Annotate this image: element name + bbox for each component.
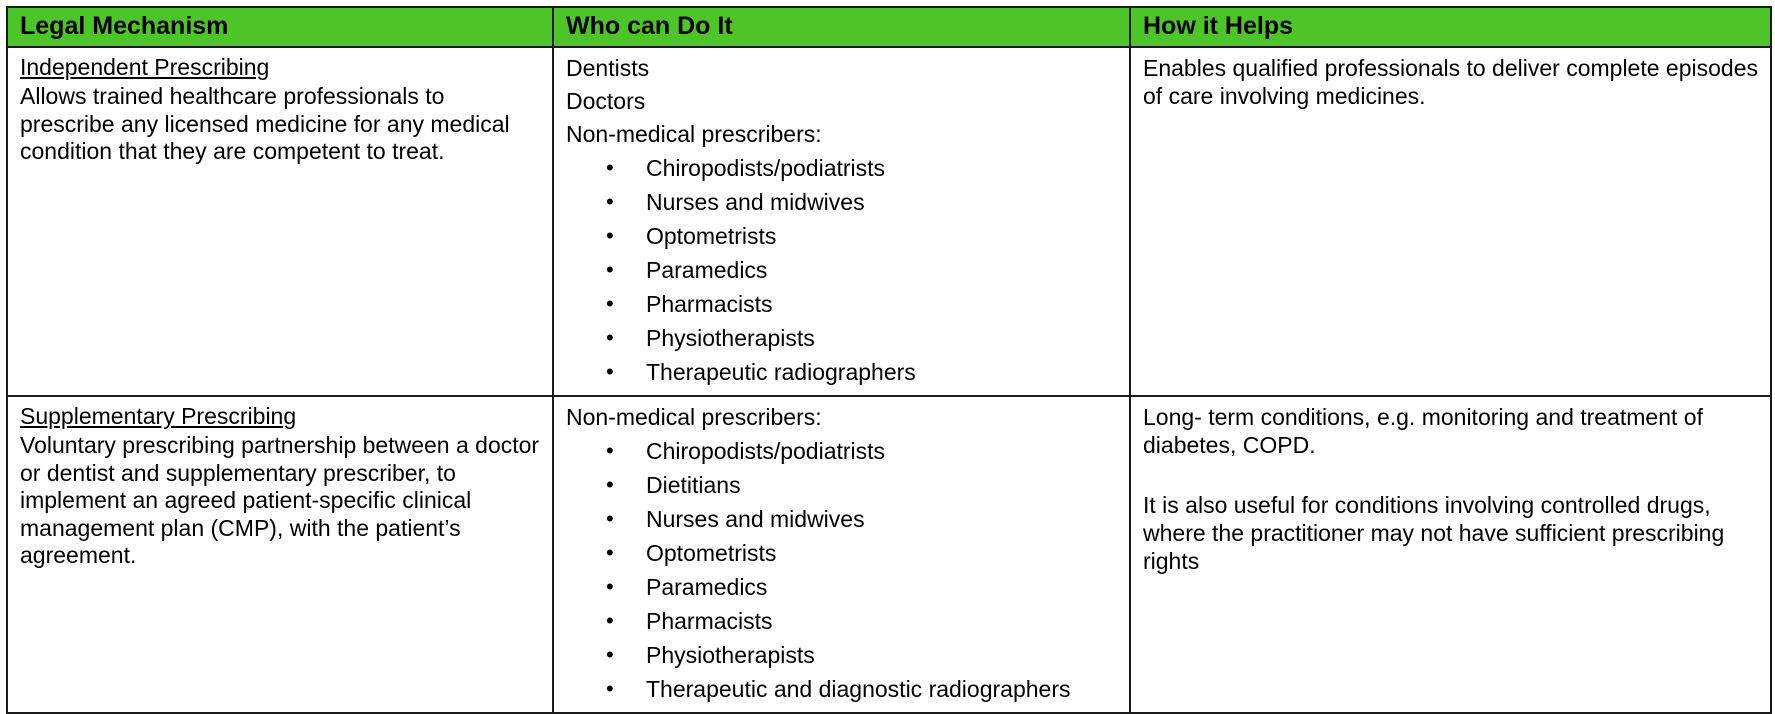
help-text: Long- term conditions, e.g. monitoring and treatment of diabetes, COPD. (1143, 404, 1703, 458)
list-item (566, 672, 1117, 706)
bullet-icon: • (606, 676, 614, 701)
list-item-label: Physiotherapists (646, 325, 815, 351)
list-item-label: Nurses and midwives (646, 189, 865, 215)
list-item-label: Chiropodists/podiatrists (646, 438, 886, 464)
list-item (566, 604, 1117, 638)
list-item (566, 185, 1117, 219)
list-item-label: Paramedics (646, 574, 768, 600)
list-item-label: Pharmacists (646, 608, 773, 634)
bullet-icon: • (606, 642, 614, 667)
list-item (566, 570, 1117, 604)
who-line: Dentists (566, 55, 650, 81)
mechanism-description: Voluntary prescribing partnership between a doctor or dentist and supplementary prescriber, to implement an agreed patient-specific clinical management plan (CMP), with the patient’s agreement. (20, 432, 540, 568)
who-cell (553, 47, 1130, 396)
mechanism-cell (7, 396, 553, 713)
bullet-icon: • (606, 540, 614, 565)
table-header-row (7, 7, 1771, 47)
list-item-label: Physiotherapists (646, 642, 815, 668)
help-text: It is also useful for conditions involving controlled drugs, where the practitioner may not have sufficient prescribing rights (1143, 492, 1725, 574)
list-item (566, 219, 1117, 253)
list-item (566, 536, 1117, 570)
table-row (7, 47, 1771, 396)
prescribing-table (6, 6, 1772, 714)
bullet-icon: • (606, 257, 614, 282)
list-item-label: Therapeutic and diagnostic radiographers (646, 676, 1071, 702)
bullet-icon: • (606, 574, 614, 599)
list-item (566, 151, 1117, 185)
bullet-icon: • (606, 506, 614, 531)
who-line: Non-medical prescribers: (566, 121, 822, 147)
list-item (566, 287, 1117, 321)
mechanism-cell (7, 47, 553, 396)
prescriber-list (566, 434, 1117, 706)
list-item (566, 434, 1117, 468)
who-line: Non-medical prescribers: (566, 404, 822, 430)
mechanism-title: Independent Prescribing (20, 54, 270, 80)
bullet-icon: • (606, 223, 614, 248)
list-item (566, 502, 1117, 536)
bullet-icon: • (606, 438, 614, 463)
bullet-icon: • (606, 325, 614, 350)
list-item-label: Nurses and midwives (646, 506, 865, 532)
list-item (566, 638, 1117, 672)
table-row (7, 396, 1771, 713)
bullet-icon: • (606, 359, 614, 384)
list-item-label: Paramedics (646, 257, 768, 283)
bullet-icon: • (606, 155, 614, 180)
prescriber-list (566, 151, 1117, 389)
list-item (566, 355, 1117, 389)
paragraph-gap (1143, 459, 1758, 489)
who-cell (553, 396, 1130, 713)
bullet-icon: • (606, 291, 614, 316)
help-cell (1130, 47, 1771, 396)
help-cell (1130, 396, 1771, 713)
list-item-label: Optometrists (646, 540, 777, 566)
bullet-icon: • (606, 189, 614, 214)
mechanism-description: Allows trained healthcare professionals to prescribe any licensed medicine for any medical condition that they are competent to treat. (20, 83, 510, 164)
mechanism-title: Supplementary Prescribing (20, 403, 297, 429)
bullet-icon: • (606, 608, 614, 633)
help-text: Enables qualified professionals to deliver complete episodes of care involving medicines. (1143, 55, 1758, 109)
list-item-label: Pharmacists (646, 291, 773, 317)
list-item-label: Chiropodists/podiatrists (646, 155, 886, 181)
who-line: Doctors (566, 88, 646, 114)
list-item-label: Optometrists (646, 223, 777, 249)
header-who-can-do-it: Who can Do It (553, 7, 1130, 47)
list-item-label: Therapeutic radiographers (646, 359, 916, 385)
list-item (566, 253, 1117, 287)
list-item (566, 321, 1117, 355)
header-legal-mechanism: Legal Mechanism (7, 7, 553, 47)
list-item-label: Dietitians (646, 472, 741, 498)
list-item (566, 468, 1117, 502)
header-how-it-helps: How it Helps (1130, 7, 1771, 47)
bullet-icon: • (606, 472, 614, 497)
